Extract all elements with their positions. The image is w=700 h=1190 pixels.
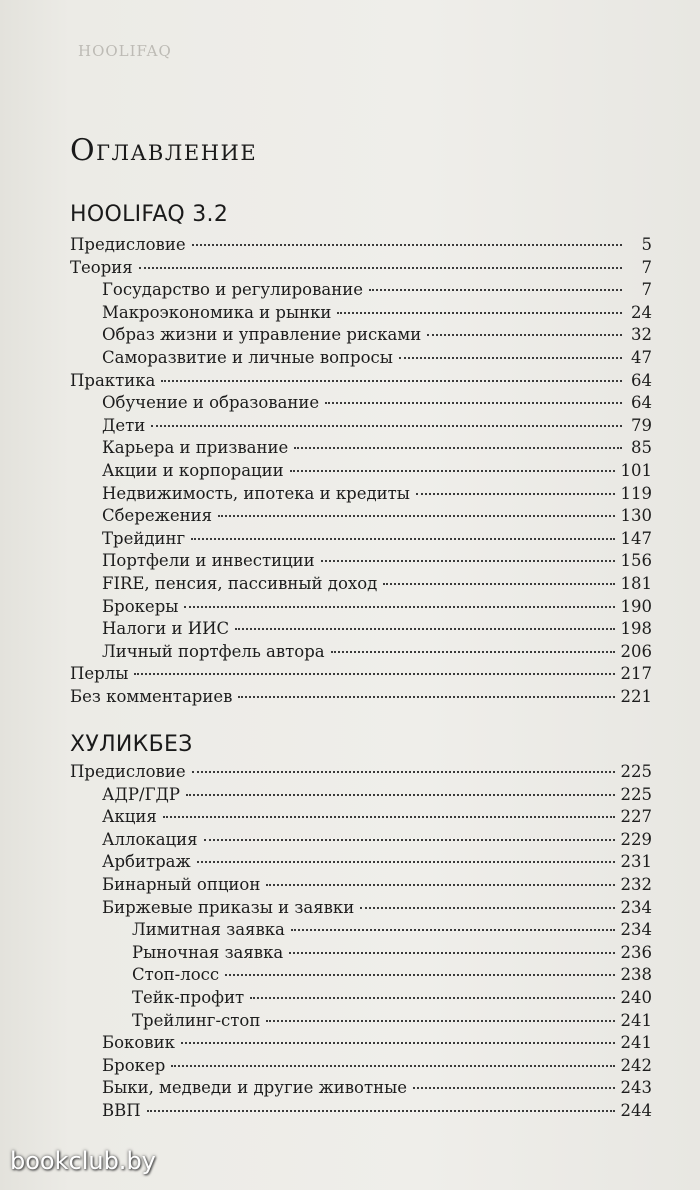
dot-leader [360,907,614,909]
toc-entry-page: 64 [631,393,652,413]
toc-entry-title: Портфели и инвестиции [102,551,315,571]
toc-title: Оглавление [70,133,258,168]
toc-entry-title: Бинарный опцион [102,874,261,894]
dot-leader [369,289,622,291]
dot-leader [266,884,614,886]
toc-entry-page: 243 [620,1078,652,1098]
toc-entry-page: 238 [620,965,652,985]
toc-entry [70,641,652,664]
dot-leader [184,606,614,608]
toc-entry-page: 242 [620,1055,652,1075]
toc-entry-title: ВВП [102,1100,141,1120]
toc-entry-page: 147 [620,528,652,548]
toc-entry-title: Брокеры [102,596,179,616]
toc-entry [70,784,652,807]
toc-entry [70,1032,652,1055]
dot-leader [427,334,622,336]
toc-list-hulikbez [70,761,652,1123]
toc-entry-title: Трейдинг [102,528,186,548]
toc-entry [70,460,652,483]
toc-entry [70,324,652,347]
toc-entry-page: 225 [620,784,652,804]
toc-entry [70,302,652,325]
toc-entry-page: 241 [620,1033,652,1053]
toc-entry [70,370,652,393]
dot-leader [225,974,614,976]
toc-entry-page: 190 [620,596,652,616]
toc-entry-page: 232 [620,874,652,894]
dot-leader [266,1020,614,1022]
toc-entry-page: 231 [620,852,652,872]
toc-entry-title: Государство и регулирование [102,280,363,300]
toc-entry [70,1100,652,1123]
toc-entry [70,1010,652,1033]
toc-entry [70,573,652,596]
toc-entry-page: 198 [620,619,652,639]
watermark: bookclub.by [10,1147,156,1175]
toc-entry-title: FIRE, пенсия, пассивный доход [102,573,378,593]
toc-entry-page: 225 [620,762,652,781]
toc-entry-title: Биржевые приказы и заявки [102,897,355,917]
toc-entry-title: Саморазвитие и личные вопросы [102,347,393,367]
dot-leader [337,312,622,314]
toc-list-hoolifaq [70,234,652,708]
running-header: HOOLIFAQ [78,42,172,60]
toc-entry-title: Недвижимость, ипотека и кредиты [102,483,410,503]
toc-entry-title: Предисловие [70,762,186,781]
toc-entry-page: 234 [620,897,652,917]
dot-leader [238,696,614,698]
dot-leader [204,839,615,841]
toc-entry-page: 244 [620,1100,652,1120]
toc-entry [70,234,652,257]
toc-entry [70,663,652,686]
toc-entry-title: Сбережения [102,506,212,526]
toc-entry-title: Лимитная заявка [132,920,285,940]
toc-entry-title: Обучение и образование [102,393,320,413]
toc-entry [70,1077,652,1100]
toc-entry [70,874,652,897]
toc-entry-title: Стоп-лосс [132,965,220,985]
toc-entry-title: Акция [102,807,157,827]
toc-entry [70,528,652,551]
toc-entry [70,279,652,302]
dot-leader [161,380,622,382]
toc-entry-page: 5 [641,235,652,254]
toc-entry-page: 227 [620,807,652,827]
toc-entry-title: Быки, медведи и другие животные [102,1078,408,1098]
toc-entry-page: 32 [631,325,652,345]
dot-leader [416,493,615,495]
dot-leader [147,1110,615,1112]
dot-leader [294,447,622,449]
toc-entry [70,919,652,942]
toc-entry [70,550,652,573]
dot-leader [399,357,622,359]
toc-entry-title: Арбитраж [102,852,191,872]
toc-entry-title: Дети [102,415,146,435]
toc-entry-page: 217 [620,664,652,684]
toc-entry [70,392,652,415]
toc-entry [70,964,652,987]
dot-leader [163,816,615,818]
dot-leader [291,929,615,931]
toc-entry-page: 221 [620,686,652,706]
dot-leader [321,560,615,562]
toc-entry-title: Трейлинг-стоп [132,1010,261,1030]
toc-entry-page: 206 [620,641,652,661]
dot-leader [197,861,615,863]
toc-entry-page: 130 [620,506,652,526]
dot-leader [186,794,614,796]
toc-entry-page: 47 [631,347,652,367]
dot-leader [151,425,622,427]
toc-entry-title: Рыночная заявка [132,942,284,962]
toc-entry-page: 24 [631,302,652,322]
toc-entry-page: 79 [631,415,652,435]
toc-entry-page: 7 [641,280,652,300]
toc-entry-title: Практика [70,370,156,390]
toc-entry-page: 64 [631,370,652,390]
toc-entry-title: Без комментариев [70,686,233,706]
toc-entry [70,806,652,829]
toc-entry [70,897,652,920]
toc-entry [70,347,652,370]
dot-leader [325,402,622,404]
toc-entry-title: Образ жизни и управление рисками [102,325,422,345]
toc-entry-page: 181 [620,573,652,593]
toc-entry [70,596,652,619]
toc-entry-page: 236 [620,942,652,962]
dot-leader [139,267,622,269]
toc-entry-title: Тейк-профит [132,987,245,1007]
dot-leader [290,470,615,472]
dot-leader [171,1065,614,1067]
toc-entry-page: 85 [631,438,652,458]
toc-entry [70,851,652,874]
dot-leader [181,1042,615,1044]
toc-entry [70,829,652,852]
dot-leader [413,1087,614,1089]
dot-leader [134,673,614,675]
toc-entry [70,415,652,438]
toc-entry-page: 119 [620,483,652,503]
toc-entry [70,1055,652,1078]
toc-entry-title: Личный портфель автора [102,641,325,661]
toc-entry-page: 229 [620,829,652,849]
toc-entry-page: 156 [620,551,652,571]
toc-entry-title: Боковик [102,1033,175,1053]
dot-leader [235,628,614,630]
toc-entry [70,437,652,460]
toc-entry-page: 101 [620,460,652,480]
dot-leader [289,952,614,954]
toc-entry-title: Аллокация [102,829,198,849]
toc-entry [70,987,652,1010]
dot-leader [218,515,615,517]
toc-entry-title: Перлы [70,664,129,684]
toc-entry-title: Предисловие [70,235,186,254]
dot-leader [192,244,622,246]
toc-entry-page: 234 [620,920,652,940]
toc-entry-title: Акции и корпорации [102,460,284,480]
section-title-hulikbez: ХУЛИКБЕЗ [70,732,193,757]
dot-leader [191,538,614,540]
section-title-hoolifaq: HOOLIFAQ 3.2 [70,202,229,227]
toc-entry [70,483,652,506]
toc-entry [70,761,652,784]
dot-leader [250,997,614,999]
dot-leader [192,771,615,773]
toc-entry [70,618,652,641]
toc-entry [70,686,652,709]
toc-entry-page: 241 [620,1010,652,1030]
toc-entry-title: Налоги и ИИС [102,619,230,639]
toc-entry-title: АДР/ГДР [102,784,181,804]
toc-entry-page: 7 [641,257,652,277]
toc-entry [70,505,652,528]
toc-entry-title: Теория [70,257,133,277]
toc-entry-title: Макроэкономика и рынки [102,302,332,322]
toc-entry-title: Брокер [102,1055,166,1075]
toc-entry [70,257,652,280]
toc-entry [70,942,652,965]
toc-entry-page: 240 [620,987,652,1007]
dot-leader [331,651,615,653]
dot-leader [383,583,614,585]
toc-entry-title: Карьера и призвание [102,438,289,458]
